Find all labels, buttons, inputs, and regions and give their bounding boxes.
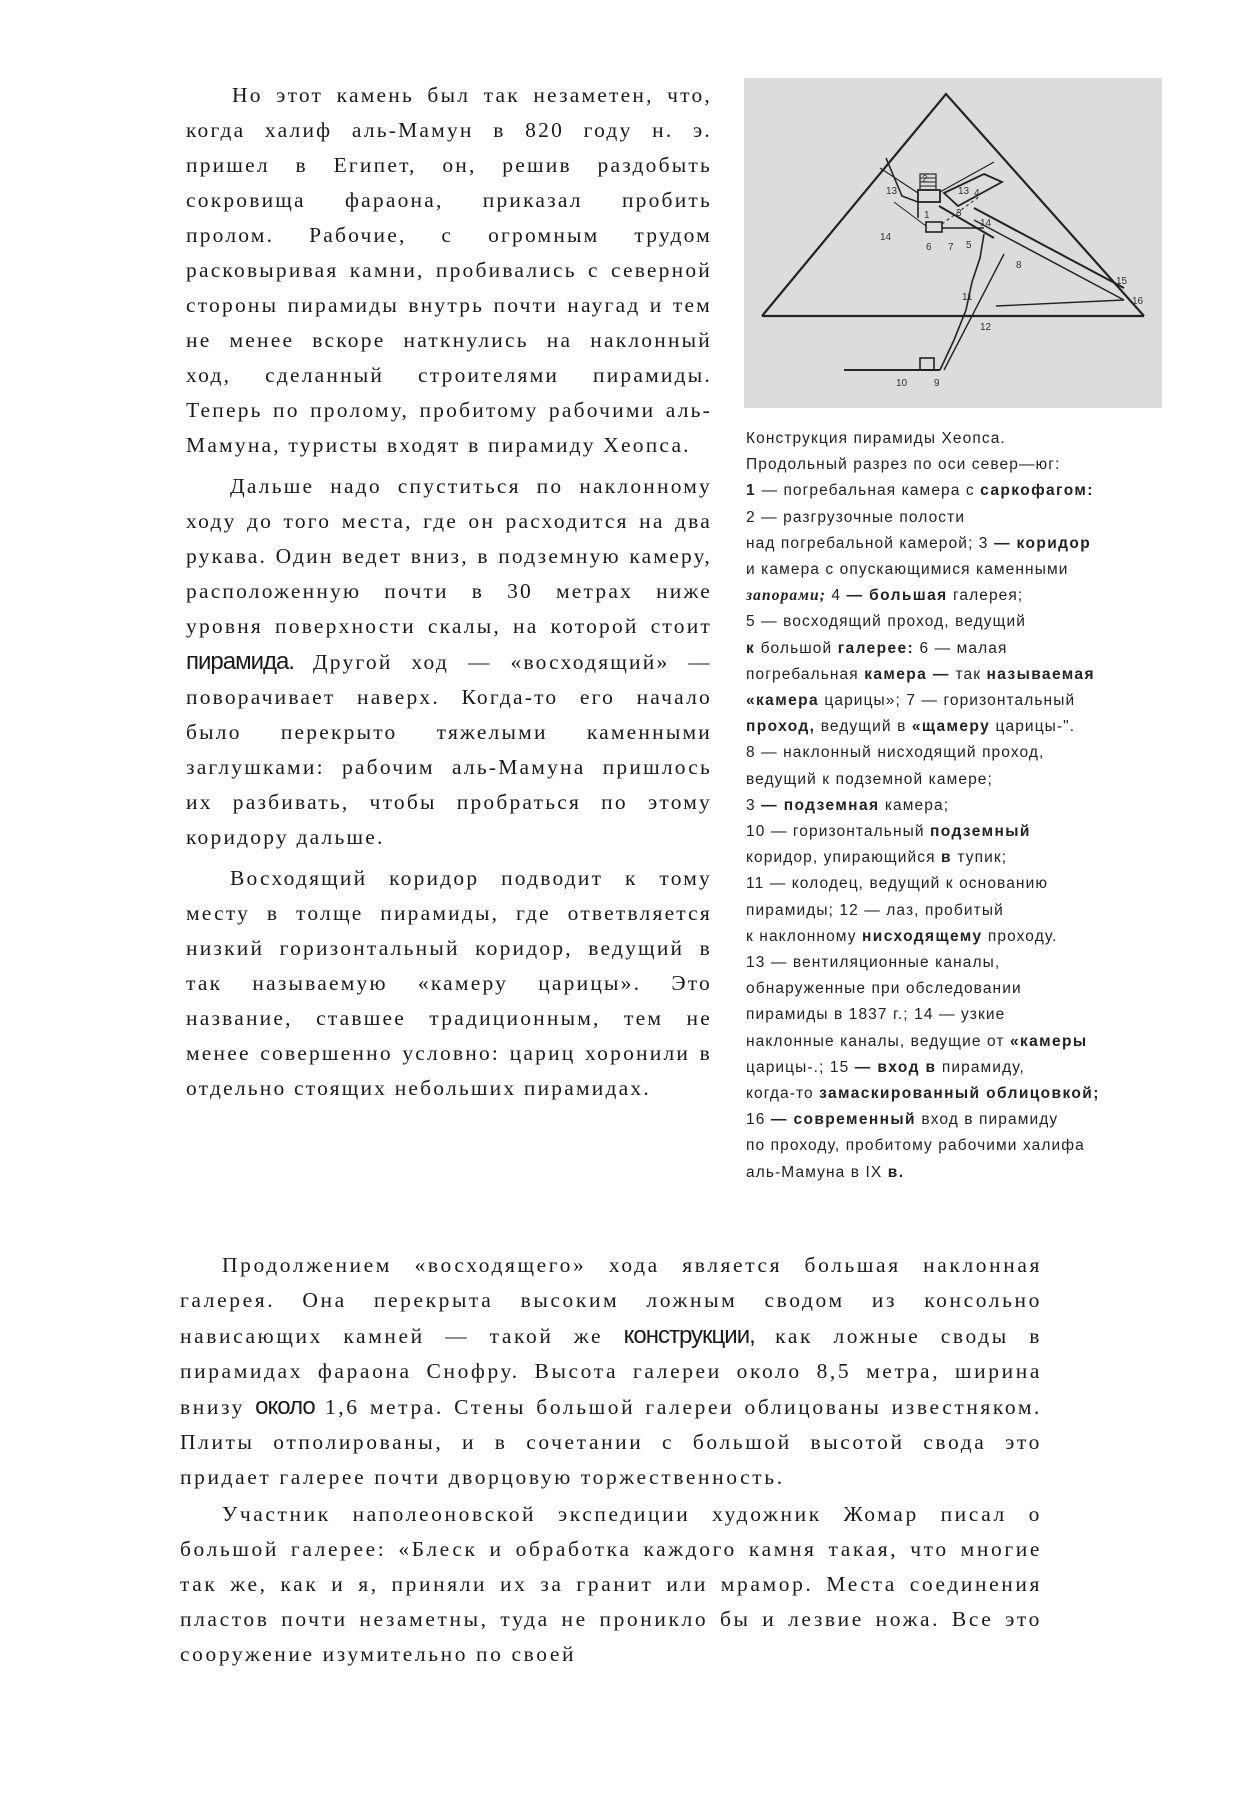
paragraph-2-part: Другой ход — «восходящий» — поворачивает наверх. Когда-то его начало было перекрыто тяжелыми каменными заглушками: рабочим аль-Мамуна пришлось их разбивать, чтобы пробраться по этому коридору дальше. (186, 650, 712, 849)
caption-line: 2 — разгрузочные полости (746, 508, 966, 526)
label-4: 4 (974, 188, 980, 199)
label-6: 6 (926, 242, 932, 253)
caption-line: Продольный разрез по оси север—юг: (746, 456, 1061, 474)
caption-text: погребальная (746, 665, 865, 683)
paragraph-1: Но этот камень был так незаметен, что, когда халиф аль-Мамун в 820 году н. э. пришел в Египет, он, решив раздобыть сокровища фараона, приказал пробить пролом. Рабочие, с огромным трудом расковыривая камни, пробивались с северной стороны пирамиды внутрь почти наугад и тем не менее вскоре наткнулись на наклонный ход, сделанный строителями пирамиды. Теперь по пролому, пробитому рабочими аль-Мамуна, туристы входят в пирамиду Хеопса. (186, 83, 712, 457)
descending-passage-lower (974, 220, 1124, 300)
caption-text: к наклонному (746, 927, 862, 945)
caption-line: 5 — восходящий проход, ведущий (746, 613, 1027, 631)
label-14-north: 14 (880, 232, 892, 243)
pyramid-outline (762, 94, 1144, 316)
caption-text: царицы-.; 15 (746, 1058, 855, 1076)
caption-text: царицы-". (990, 718, 1076, 736)
caption-bold: нисходящему (862, 927, 983, 945)
label-16: 16 (1132, 296, 1144, 307)
caption-line (746, 714, 1166, 740)
label-2: 2 (922, 174, 928, 185)
paragraph-4-inserted-word: около (255, 1393, 315, 1420)
caption-bold: саркофагом: (980, 482, 1094, 500)
pyramid-diagram (744, 78, 1162, 408)
paragraph-4-part: Продолжением «восходящего» хода является большая наклонная галерея. Она перекрыта высоким ложным сводом из консольно нависающих камней — такой же (180, 1253, 1042, 1348)
descending-passage-deep (944, 254, 1004, 370)
caption-bold: галерее: (837, 639, 915, 657)
label-15: 15 (1116, 276, 1128, 287)
caption-line (746, 1107, 1166, 1133)
caption-line (746, 1055, 1166, 1081)
paragraph-5: Участник наполеоновской экспедиции художник Жомар писал о большой галерее: «Блеск и обработка каждого камня такая, что многие так же, как и я, приняли их за гранит или мрамор. Места соединения пластов почти незаметны, туда не проникло бы и лезвие ножа. Все это сооружение изумительно по своей (180, 1502, 1042, 1666)
caption-text: вход в пирамиду (915, 1111, 1059, 1129)
caption-bold: замаскированный облицовкой; (819, 1085, 1100, 1103)
caption-text: проходу. (982, 927, 1058, 945)
label-10: 10 (896, 378, 908, 389)
caption-text: 6 — малая (914, 639, 1008, 657)
caption-bold: камера — (864, 665, 956, 683)
label-14-south: 14 (980, 218, 992, 229)
caption-bold: — коридор (993, 534, 1092, 552)
label-13-north: 13 (886, 186, 898, 197)
label-13-south: 13 (958, 186, 970, 197)
label-1: 1 (924, 210, 930, 221)
caption-line: 11 — колодец, ведущий к основанию (746, 875, 1049, 893)
caption-italic: запорами; (746, 587, 826, 605)
caption-bold: — большая (846, 587, 948, 605)
caption-line: по проходу, пробитому рабочими халифа (746, 1137, 1085, 1155)
label-11: 11 (962, 292, 973, 303)
caption-text: 4 (825, 587, 847, 605)
caption-line (746, 924, 1166, 950)
narrow-shaft-north (894, 202, 926, 226)
caption-line (746, 793, 1166, 819)
caption-line: пирамиды; 12 — лаз, пробитый (746, 901, 1004, 919)
caption-line: Конструкция пирамиды Хеопса. (746, 430, 1006, 447)
caption-line (746, 688, 1166, 714)
caption-line: 13 — вентиляционные каналы, (746, 954, 1001, 972)
paragraph-4-inserted-word: конструкции, (623, 1322, 755, 1349)
paragraph-4-part: как ложные своды в пирамидах фараона Снофру. Высота галереи около 8,5 метра, ширина внизу (180, 1324, 1042, 1419)
caption-line: ведущий к подземной камере; (746, 770, 993, 788)
entrance-tunnel (996, 300, 1124, 306)
caption-text: тупик; (951, 849, 1008, 867)
caption-text: 3 (746, 796, 762, 814)
full-width-text (180, 1248, 1042, 1674)
caption-bold: проход, (746, 718, 816, 736)
caption-bold: в (941, 849, 952, 867)
caption-line: 8 — наклонный нисходящий проход, (746, 744, 1045, 762)
label-5: 5 (966, 240, 972, 251)
caption-line (746, 531, 1166, 557)
caption-line: и камера с опускающимися каменными (746, 561, 1069, 579)
caption-bold: — вход в (854, 1058, 937, 1076)
caption-bold: к (746, 639, 756, 657)
caption-bold: — современный (770, 1111, 916, 1129)
label-8: 8 (1016, 260, 1022, 271)
caption-text: большой (755, 639, 838, 657)
caption-bold: — подземная (761, 796, 880, 814)
caption-line (746, 1029, 1166, 1055)
caption-line (746, 1160, 1166, 1186)
caption-text: когда-то (746, 1085, 820, 1103)
label-9: 9 (934, 378, 940, 389)
caption-text: галерея; (947, 587, 1024, 605)
caption-bold: «камера (746, 692, 819, 710)
caption-line (746, 819, 1166, 845)
paragraph-4-part: 1,6 метра. Стены большой галереи облицованы известняком. Плиты отполированы, и в сочетании с большой высотой свода это придает галерее почти дворцовую торжественность. (180, 1395, 1042, 1489)
caption-line (746, 662, 1166, 688)
caption-text: аль-Мамуна в IX (746, 1163, 888, 1181)
label-12: 12 (980, 322, 992, 333)
caption-text: 16 (746, 1111, 771, 1129)
caption-line (746, 478, 1166, 504)
subterranean-chamber (920, 358, 934, 370)
caption-text: так (955, 665, 987, 683)
caption-bold: 1 (746, 482, 757, 500)
paragraph-2 (186, 469, 712, 855)
label-3: 3 (956, 208, 962, 219)
caption-text: над погребальной камерой; 3 (746, 534, 994, 552)
caption-text: ведущий в (815, 718, 912, 736)
queens-chamber (926, 222, 942, 232)
caption-line: обнаруженные при обследовании (746, 980, 1022, 998)
descending-passage (974, 208, 1124, 288)
caption-line: пирамиды в 1837 г.; 14 — узкие (746, 1006, 1006, 1024)
paragraph-2-inserted-word: пирамида. (186, 648, 295, 675)
caption-line (746, 636, 1166, 662)
caption-text: коридор, упирающийся (746, 849, 942, 867)
label-7: 7 (948, 242, 954, 253)
caption-text: царицы»; 7 — горизонтальный (818, 692, 1076, 710)
figure-caption (746, 426, 1166, 1186)
caption-text: камера; (879, 796, 950, 814)
caption-text: наклонные каналы, ведущие от (746, 1032, 1010, 1050)
caption-bold: называемая (986, 665, 1095, 683)
caption-bold: «камеры (1009, 1032, 1088, 1050)
caption-text: 10 — горизонтальный (746, 823, 931, 841)
caption-bold: подземный (930, 823, 1031, 841)
paragraph-3: Восходящий коридор подводит к тому месту в толще пирамиды, где ответвляется низкий горизонтальный коридор, ведущий в так называемую «камеру царицы». Это название, ставшее традиционным, тем не менее совершенно условно: цариц хоронили в отдельно стоящих небольших пирамидах. (186, 866, 712, 1100)
caption-bold: «щамеру (911, 718, 991, 736)
caption-bold: в. (887, 1163, 905, 1181)
kings-chamber (918, 190, 940, 202)
caption-line (746, 845, 1166, 871)
paragraph-2-part: Дальше надо спуститься по наклонному ходу до того места, где он расходится на два рукава. Один ведет вниз, в подземную камеру, расположенную почти в 30 метрах ниже уровня поверхности скалы, на которой стоит (186, 474, 712, 638)
left-column-text (186, 78, 712, 1112)
caption-line (746, 1081, 1166, 1107)
pyramid-cross-section-figure (744, 78, 1162, 408)
caption-text: — погребальная камера с (756, 482, 981, 500)
caption-line (746, 583, 1166, 609)
paragraph-4 (180, 1248, 1042, 1495)
caption-text: пирамиду, (936, 1058, 1025, 1076)
